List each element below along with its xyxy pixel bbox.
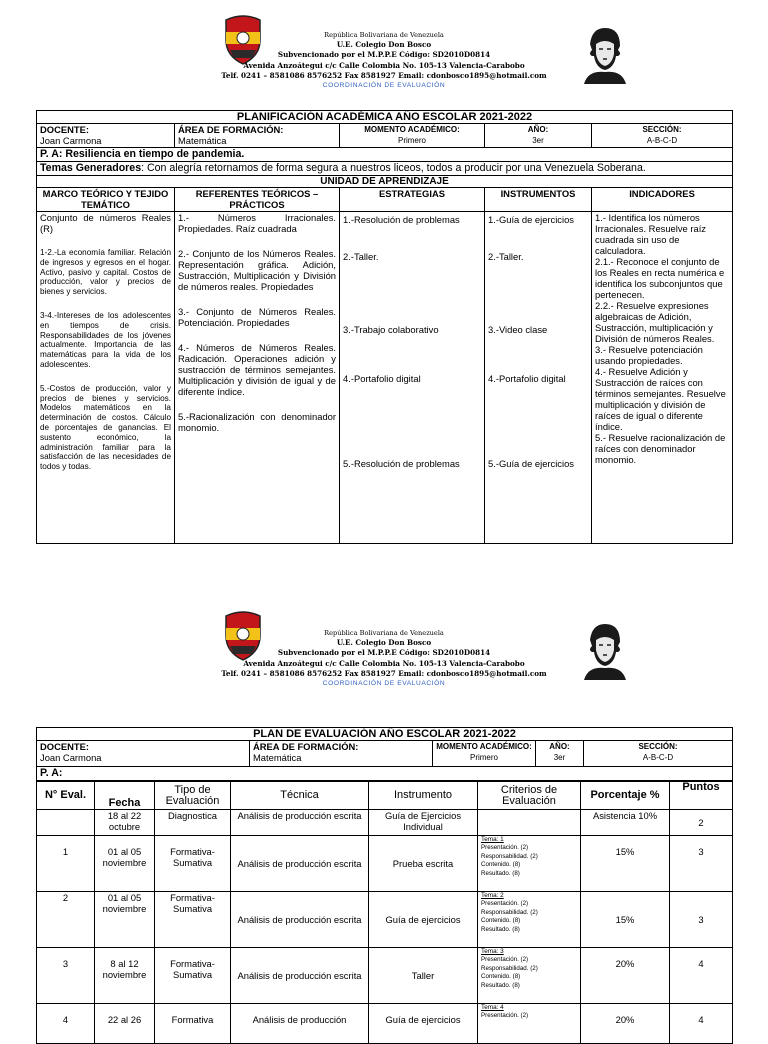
momento-value: Primero xyxy=(397,136,426,145)
republic-line: República Bolivariana de Venezuela xyxy=(324,31,444,39)
table-row xyxy=(37,836,733,892)
instrumentos-cell xyxy=(485,212,592,544)
eval-fecha: 01 al 05 noviembre xyxy=(95,836,155,892)
anio-label: AÑO: xyxy=(549,742,570,751)
eval-criterios xyxy=(478,948,581,1004)
criterio-item: Contenido. (8) xyxy=(481,861,521,869)
eval-tipo: Formativa-Sumativa xyxy=(155,892,231,948)
criterio-item: Contenido. (8) xyxy=(481,973,521,981)
header-porcentaje: Porcentaje % xyxy=(581,782,670,810)
eval-momento-cell xyxy=(433,741,536,767)
table-row xyxy=(37,810,733,836)
eval-anio-cell xyxy=(536,741,584,767)
anio-value: 3er xyxy=(532,136,544,145)
eval-tecnica: Análisis de producción escrita xyxy=(231,892,369,948)
referentes-cell xyxy=(175,212,340,544)
temas-label: Temas Generadores xyxy=(40,162,142,174)
indicador-item: 3.- Resuelve potenciación usando propiedades. xyxy=(595,344,703,366)
eval-puntos: 3 xyxy=(670,892,733,948)
header-tipo: Tipo de Evaluación xyxy=(155,782,231,810)
col-instrumentos-header: INSTRUMENTOS xyxy=(485,188,592,212)
estrategia-item: 1.-Resolución de problemas xyxy=(343,214,460,225)
eval-area-cell xyxy=(250,741,433,767)
indicador-item: 2.2.- Resuelve expresiones algebraicas de Adición, Sustracción, multiplicación y División de números Reales. xyxy=(595,300,715,344)
eval-number: 4 xyxy=(37,1004,95,1044)
docente-cell xyxy=(37,124,175,148)
criterio-item: Presentación. (2) xyxy=(481,900,529,908)
evaluation-table xyxy=(36,727,733,781)
area-value: Matemática xyxy=(253,752,302,763)
criterio-item: Resultado. (8) xyxy=(481,869,520,877)
header-criterios: Criterios de Evaluación xyxy=(478,782,581,810)
marco-item: Conjunto de números Reales (R) xyxy=(40,212,171,234)
eval-tecnica: Análisis de producción escrita xyxy=(231,836,369,892)
eval-number: 3 xyxy=(37,948,95,1004)
eval-porcentaje: 20% xyxy=(581,1004,670,1044)
contact-line: Telf. 0241 – 8581086 8576252 Fax 8581927 Email: cdonbosco1895@hotmail.com xyxy=(221,668,547,678)
instrumento-item: 3.-Video clase xyxy=(488,324,548,335)
eval-criterios xyxy=(478,836,581,892)
momento-cell xyxy=(340,124,485,148)
table-row xyxy=(37,948,733,1004)
criterio-item: Responsabilidad. (2) xyxy=(481,964,538,972)
area-value: Matemática xyxy=(178,135,227,146)
indicador-item: 5.- Resuelve racionalización de raíces con denominador monomio. xyxy=(595,432,726,465)
eval-tipo: Formativa-Sumativa xyxy=(155,836,231,892)
eval-number: 2 xyxy=(37,892,95,948)
eval-tipo: Formativa xyxy=(155,1004,231,1044)
col-marco-header: MARCO TEÓRICO Y TEJIDO TEMÁTICO xyxy=(37,188,175,212)
eval-fecha: 01 al 05 noviembre xyxy=(95,892,155,948)
instrumento-item: 1.-Guía de ejercicios xyxy=(488,214,574,225)
col-referentes-header: REFERENTES TEÓRICOS – PRÁCTICOS xyxy=(175,188,340,212)
header-puntos: Puntos xyxy=(670,782,733,810)
eval-fecha: 22 al 26 xyxy=(95,1004,155,1044)
estrategias-cell xyxy=(340,212,485,544)
anio-value: 3er xyxy=(553,753,566,762)
coordination-line: COORDINACIÓN DE EVALUACIÓN xyxy=(322,82,446,90)
eval-criterios xyxy=(478,892,581,948)
eval-porcentaje: 20% xyxy=(581,948,670,1004)
docente-label: DOCENTE: xyxy=(40,124,89,135)
header-fecha: Fecha xyxy=(95,782,155,810)
eval-porcentaje: 15% xyxy=(581,892,670,948)
criterio-tema: Tema: 1 xyxy=(481,836,504,843)
referente-item: 4.- Números de Números Reales. Radicación. Operaciones adición y sustracción de términos semejantes. Multiplicación y división de igual y de diferente índice. xyxy=(178,342,336,397)
referente-item: 1.- Números Irracionales. Propiedades. Raíz cuadrada xyxy=(178,212,336,234)
seccion-value: A-B-C-D xyxy=(642,753,674,762)
instrumento-item: 5.-Guía de ejercicios xyxy=(488,458,574,469)
momento-label: MOMENTO ACADÉMICO: xyxy=(364,125,460,134)
estrategia-item: 4.-Portafolio digital xyxy=(343,373,421,384)
evaluation-grid xyxy=(36,781,733,1044)
docente-value: Joan Carmona xyxy=(40,135,102,146)
unidad-aprendizaje: UNIDAD DE APRENDIZAJE xyxy=(37,176,733,188)
eval-puntos: 2 xyxy=(670,810,733,836)
criterio-tema: Tema: 4 xyxy=(481,1004,504,1011)
eval-puntos: 4 xyxy=(670,1004,733,1044)
subsidy-line: Subvencionado por el M.P.P.E Código: SD2010D0814 xyxy=(277,648,491,658)
evaluation-title: PLAN DE EVALUACIÓN AÑO ESCOLAR 2021-2022 xyxy=(37,728,733,741)
criterio-item: Responsabilidad. (2) xyxy=(481,908,538,916)
referente-item: 3.- Conjunto de Números Reales. Potenciación. Propiedades xyxy=(178,306,336,328)
area-label: ÁREA DE FORMACIÓN: xyxy=(253,741,359,752)
docente-label: DOCENTE: xyxy=(40,741,89,752)
criterio-item: Presentación. (2) xyxy=(481,1012,529,1020)
table-row xyxy=(37,892,733,948)
eval-instrumento: Guía de Ejercicios Individual xyxy=(369,810,478,836)
school-name-line: U.E. Colegio Don Bosco xyxy=(336,40,432,50)
seccion-label: SECCIÓN: xyxy=(642,125,682,134)
eval-number: 1 xyxy=(37,836,95,892)
estrategia-item: 5.-Resolución de problemas xyxy=(343,458,460,469)
eval-puntos: 3 xyxy=(670,836,733,892)
eval-tecnica: Análisis de producción escrita xyxy=(231,948,369,1004)
marco-cell xyxy=(37,212,175,544)
seccion-cell xyxy=(592,124,733,148)
temas-text: : Con alegría retornamos de forma segura a nuestros liceos, todos a producir por una Venezuela Soberana. xyxy=(141,162,646,174)
area-label: ÁREA DE FORMACIÓN: xyxy=(178,124,284,135)
instrumento-item: 2.-Taller. xyxy=(488,251,524,262)
header-instrumento: Instrumento xyxy=(369,782,478,810)
eval-fecha: 8 al 12 noviembre xyxy=(95,948,155,1004)
eval-tipo: Diagnostica xyxy=(155,810,231,836)
eval-tipo: Formativa-Sumativa xyxy=(155,948,231,1004)
temas-generadores xyxy=(37,162,733,176)
planning-table xyxy=(36,110,733,544)
don-bosco-portrait xyxy=(582,24,628,84)
republic-line: República Bolivariana de Venezuela xyxy=(324,629,444,637)
referente-item: 5.-Racionalización con denominador monomio. xyxy=(178,411,336,433)
eval-number xyxy=(37,810,95,836)
criterio-tema: Tema: 2 xyxy=(481,892,504,899)
criterio-item: Responsabilidad. (2) xyxy=(481,852,538,860)
proyecto-aprendizaje: P. A: Resiliencia en tiempo de pandemia. xyxy=(37,148,733,162)
area-cell xyxy=(175,124,340,148)
criterio-item: Contenido. (8) xyxy=(481,917,521,925)
instrumento-item: 4.-Portafolio digital xyxy=(488,373,566,384)
eval-instrumento: Taller xyxy=(369,948,478,1004)
marco-item: 3-4.-Intereses de los adolescentes en tiempos de crisis. Responsabilidades de los jóvenes actualmente. Importancia de las matemáticas para la vida de los adolescentes. xyxy=(40,310,171,369)
address-line: Avenida Anzoátegui c/c Calle Colombia No. 105-13 Valencia-Carabobo xyxy=(243,60,525,70)
eval-tecnica: Análisis de producción escrita xyxy=(231,810,369,836)
momento-value: Primero xyxy=(469,753,498,762)
criterio-item: Resultado. (8) xyxy=(481,925,520,933)
header-n-eval: N° Eval. xyxy=(37,782,95,810)
eval-instrumento: Prueba escrita xyxy=(369,836,478,892)
col-estrategias-header: ESTRATEGIAS xyxy=(340,188,485,212)
criterio-tema: Tema: 3 xyxy=(481,948,504,955)
eval-docente-cell xyxy=(37,741,250,767)
momento-label: MOMENTO ACADÉMICO: xyxy=(436,742,532,751)
seccion-value: A-B-C-D xyxy=(646,136,678,145)
col-indicadores-header: INDICADORES xyxy=(592,188,733,212)
eval-puntos: 4 xyxy=(670,948,733,1004)
evaluation-header-row xyxy=(37,782,733,810)
eval-porcentaje: 15% xyxy=(581,836,670,892)
criterio-item: Resultado. (8) xyxy=(481,981,520,989)
school-name-line: U.E. Colegio Don Bosco xyxy=(336,638,432,648)
seccion-label: SECCIÓN: xyxy=(638,742,678,751)
eval-fecha: 18 al 22 octubre xyxy=(95,810,155,836)
subsidy-line: Subvencionado por el M.P.P.E Código: SD2010D0814 xyxy=(277,50,491,60)
don-bosco-portrait xyxy=(582,620,628,680)
eval-porcentaje: Asistencia 10% xyxy=(581,810,670,836)
indicadores-cell xyxy=(592,212,733,544)
criterio-item: Presentación. (2) xyxy=(481,844,529,852)
indicador-item: 2.1.- Reconoce el conjunto de los Reales en recta numérica e identifica los subconjuntos que pertenecen. xyxy=(595,256,725,300)
anio-label: AÑO: xyxy=(527,125,549,134)
marco-item: 1-2.-La economía familiar. Relación de ingresos y egresos en el hogar. Activo, pasivo y capital. Costos de producción, valor y precios de bienes y servicios. xyxy=(40,248,171,297)
criterio-item: Presentación. (2) xyxy=(481,956,529,964)
anio-cell xyxy=(485,124,592,148)
indicador-item: 4.- Resuelve Adición y Sustracción de raíces con términos semejantes. Resuelve multiplicación y división de raíces de igual o diferente índice. xyxy=(595,366,726,432)
eval-instrumento: Guía de ejercicios xyxy=(369,1004,478,1044)
referente-item: 2.- Conjunto de los Números Reales. Representación gráfica. Adición, Sustracción, Multiplicación y División de números reales. Propiedades xyxy=(178,248,336,292)
address-line: Avenida Anzoátegui c/c Calle Colombia No. 105-13 Valencia-Carabobo xyxy=(243,658,525,668)
estrategia-item: 2.-Taller. xyxy=(343,251,379,262)
planning-title: PLANIFICACIÓN ACADÉMICA AÑO ESCOLAR 2021-2022 xyxy=(37,111,733,124)
eval-proyecto-aprendizaje: P. A: xyxy=(37,767,733,781)
eval-seccion-cell xyxy=(584,741,733,767)
coordination-line: COORDINACIÓN DE EVALUACIÓN xyxy=(322,680,446,688)
eval-instrumento: Guía de ejercicios xyxy=(369,892,478,948)
marco-item: 5.-Costos de producción, valor y precios de bienes y servicios. Modelos matemáticos en la determinación de costos. Cálculo de porcentajes de ganancias. El sustento económico, la administración familiar para la satisfacción de las necesidades de todos y todas. xyxy=(40,383,171,472)
indicador-item: 1.- Identifica los números Irracionales. Resuelve raíz cuadrada sin uso de calculadora. xyxy=(595,212,706,256)
docente-value: Joan Carmona xyxy=(40,752,102,763)
contact-line: Telf. 0241 – 8581086 8576252 Fax 8581927 Email: cdonbosco1895@hotmail.com xyxy=(221,70,547,80)
page-separator xyxy=(0,560,768,588)
header-tecnica: Técnica xyxy=(231,782,369,810)
estrategia-item: 3.-Trabajo colaborativo xyxy=(343,324,439,335)
eval-tecnica: Análisis de producción xyxy=(231,1004,369,1044)
eval-criterios xyxy=(478,810,581,836)
